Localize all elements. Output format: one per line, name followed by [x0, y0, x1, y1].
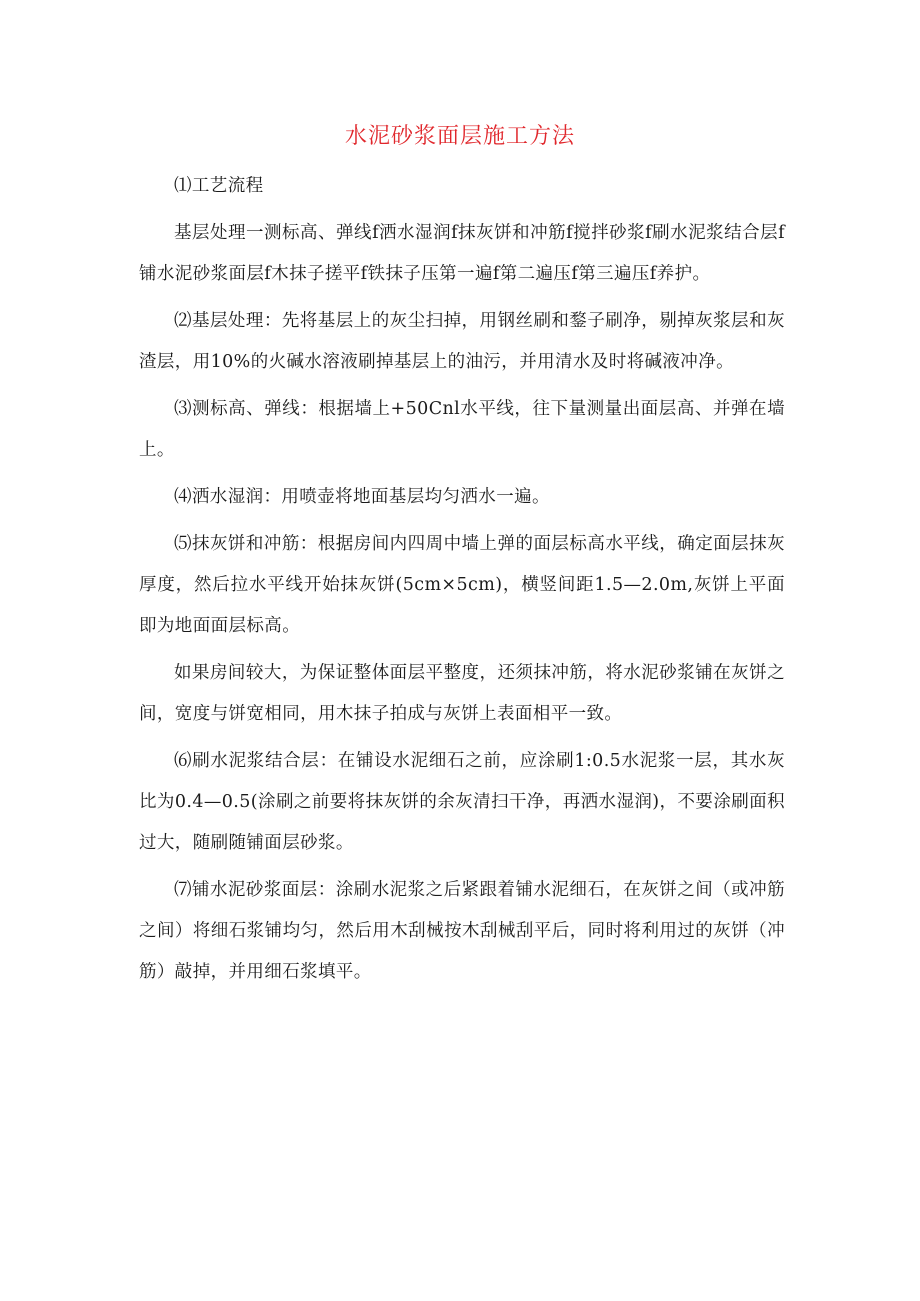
paragraph-screed-pads: ⑸抹灰饼和冲筋：根据房间内四周中墙上弹的面层标高水平线，确定面层抹灰厚度，然后拉水平线开始抹灰饼(5cm×5cm)，横竖间距1.5—2.0m,灰饼上平面即为地面面层标高。: [139, 534, 785, 636]
paragraph-process-flow: 基层处理一测标高、弹线f洒水湿润f抹灰饼和冲筋f搅拌砂浆f刷水泥浆结合层f铺水泥砂浆面层f木抹子搓平f铁抹子压第一遍f第二遍压f第三遍压f养护。: [139, 223, 785, 284]
paragraph-watering: ⑷洒水湿润：用喷壶将地面基层均匀洒水一遍。: [174, 487, 550, 507]
paragraph-elevation-marking: ⑶测标高、弹线：根据墙上+50Cnl水平线，往下量测量出面层高、并弹在墙上。: [139, 399, 785, 460]
paragraph-process-heading: ⑴工艺流程: [174, 176, 264, 196]
document-title: 水泥砂浆面层施工方法: [344, 124, 575, 149]
paragraph-bonding-layer: ⑹刷水泥浆结合层：在铺设水泥细石之前，应涂刷1:0.5水泥浆一层，其水灰比为0.4—0.5(涂刷之前要将抹灰饼的余灰清扫干净，再洒水湿润)，不要涂刷面积过大，随刷随铺面层砂浆。: [139, 751, 785, 853]
paragraph-base-treatment: ⑵基层处理：先将基层上的灰尘扫掉，用钢丝刷和鍪子刷净，剔掉灰浆层和灰渣层，用10%的火碱水溶液刷掉基层上的油污，并用清水及时将碱液冲净。: [139, 311, 785, 372]
paragraph-large-room: 如果房间较大，为保证整体面层平整度，还须抹冲筋，将水泥砂浆铺在灰饼之间，宽度与饼宽相同，用木抹子拍成与灰饼上表面相平一致。: [139, 663, 785, 724]
paragraph-mortar-surface: ⑺铺水泥砂浆面层：涂刷水泥浆之后紧跟着铺水泥细石，在灰饼之间（或冲筋之间）将细石浆铺均匀，然后用木刮械按木刮械刮平后，同时将利用过的灰饼（冲筋）敲掉，并用细石浆填平。: [139, 880, 785, 982]
document-body: [139, 166, 785, 999]
